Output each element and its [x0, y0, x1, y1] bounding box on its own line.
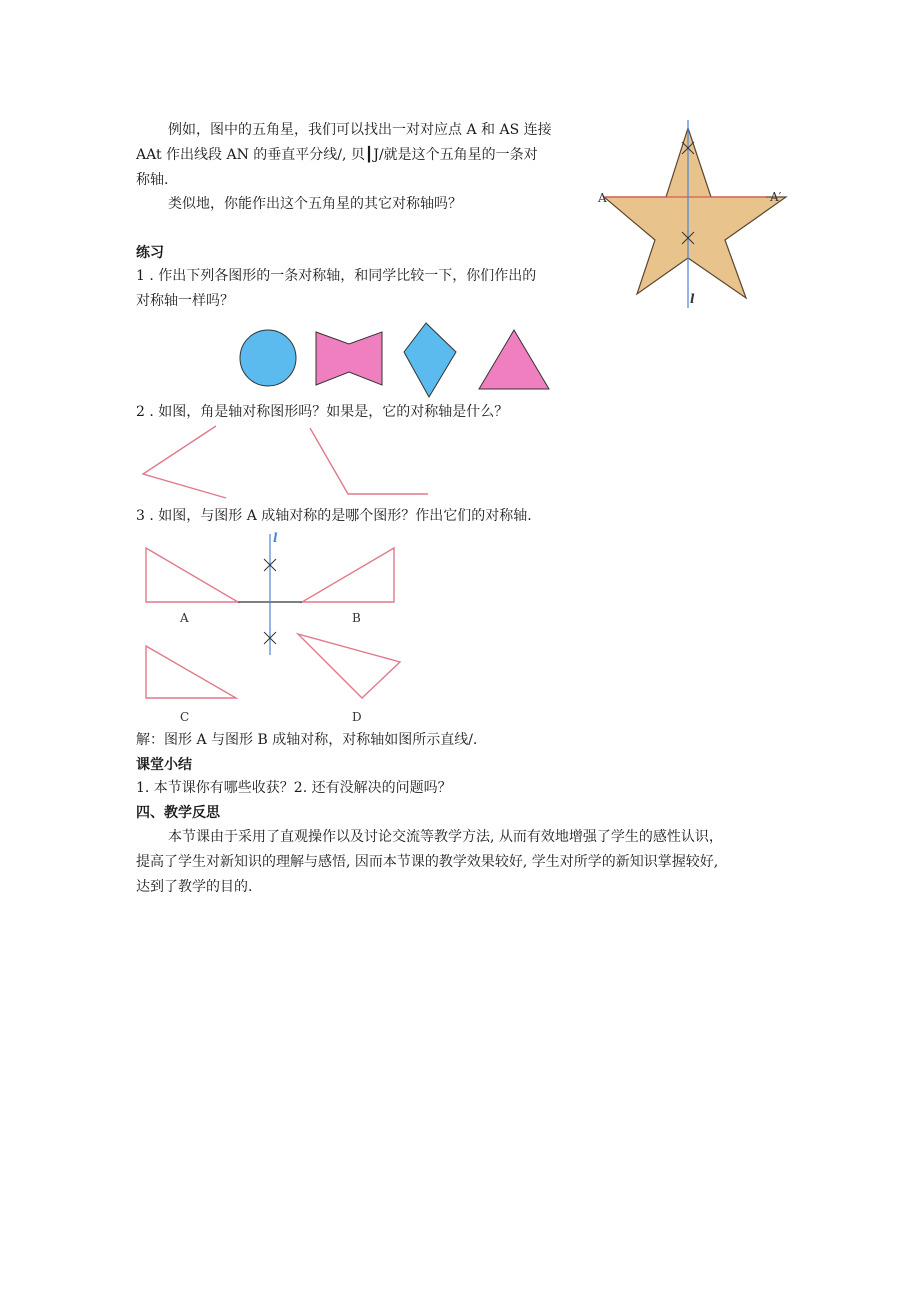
kite-shape [404, 323, 456, 397]
reflection-line-3: 达到了教学的目的. [136, 879, 253, 895]
label-q3-a: A [180, 611, 189, 625]
intro-line-1: 例如，图中的五角星，我们可以找出一对对应点 A 和 AS 连接 [168, 122, 552, 138]
star-figure [596, 120, 796, 315]
label-q3-l: l [273, 531, 278, 545]
label-a: A [598, 191, 607, 205]
intro-line-3: 称轴. [136, 172, 169, 188]
triangle-shape [479, 330, 549, 389]
q3-figure [140, 530, 410, 730]
summary-text: 1. 本节课你有哪些收获？2. 还有没解决的问题吗？ [136, 780, 452, 796]
label-q3-d: D [352, 710, 362, 724]
bowtie-shape [316, 332, 382, 385]
triangle-d [298, 634, 400, 698]
intro-line-4: 类似地，你能作出这个五角星的其它对称轴吗？ [168, 196, 462, 212]
angle-right [310, 428, 428, 494]
star-shape [604, 128, 786, 298]
label-l: l [690, 292, 695, 306]
q1-line-2: 对称轴一样吗？ [136, 293, 234, 309]
reflection-line-2: 提高了学生对新知识的理解与感悟, 因而本节课的教学效果较好, 学生对所学的新知识掌握较好, [136, 854, 719, 870]
reflection-heading: 四、教学反思 [136, 805, 220, 821]
q1-shapes [236, 320, 556, 400]
intro-line-2: AAt 作出线段 AN 的垂直平分线/, 贝┃J/就是这个五角星的一条对 [136, 147, 538, 163]
triangle-b [302, 548, 394, 602]
circle-shape [240, 330, 296, 386]
q3-answer: 解：图形 A 与图形 B 成轴对称，对称轴如图所示直线/. [136, 732, 478, 748]
q3-text: 3 . 如图，与图形 A 成轴对称的是哪个图形？作出它们的对称轴. [136, 508, 532, 524]
q2-angles [140, 424, 440, 504]
summary-heading: 课堂小结 [136, 757, 192, 773]
q1-line-1: 1 . 作出下列各图形的一条对称轴，和同学比较一下，你们作出的 [136, 268, 537, 284]
triangle-a [146, 548, 238, 602]
label-q3-c: C [180, 710, 190, 724]
label-a-prime: A′ [770, 190, 782, 204]
q2-text: 2 . 如图，角是轴对称图形吗？如果是，它的对称轴是什么？ [136, 404, 509, 420]
angle-left [143, 426, 226, 498]
reflection-line-1: 本节课由于采用了直观操作以及讨论交流等教学方法, 从而有效地增强了学生的感性认识， [168, 829, 723, 845]
practice-heading: 练习 [136, 245, 164, 261]
triangle-c [146, 646, 236, 698]
label-q3-b: B [352, 611, 361, 625]
